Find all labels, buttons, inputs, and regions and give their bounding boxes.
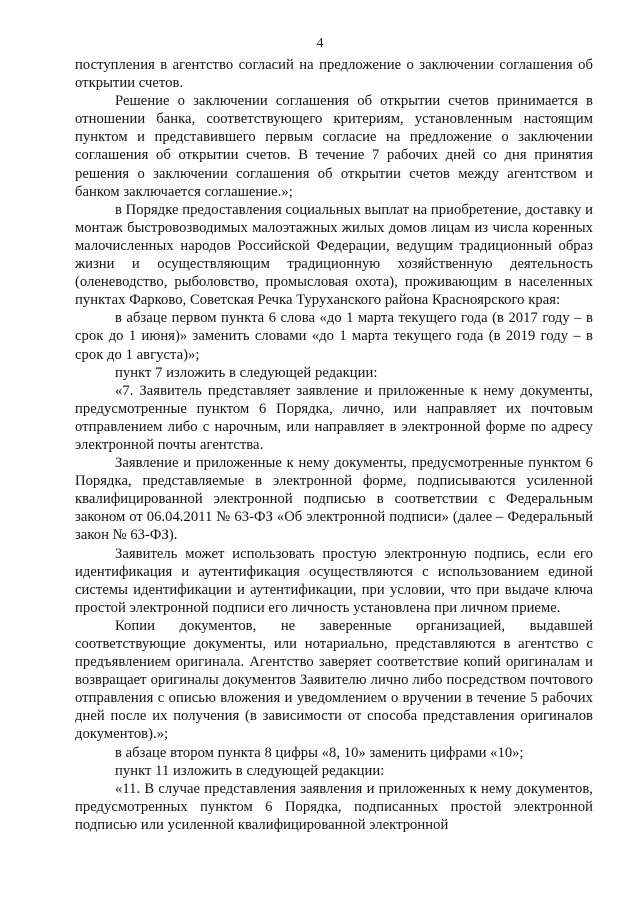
page-number: 4	[316, 36, 324, 51]
paragraph-6: «7. Заявитель представляет заявление и приложенные к нему документы, предусмотренные пунктом 6 Порядка, лично, или направляет их почтовым отправлением либо с нарочным, или направляет в электронной форме по адресу электронной почты агентства.	[75, 382, 593, 453]
paragraph-11: пункт 11 изложить в следующей редакции:	[115, 762, 385, 779]
paragraph-2: Решение о заключении соглашения об открытии счетов принимается в отношении банка, соответствующего критериям, установленным настоящим пунктом и представившего первым согласие на предложение о заключении соглашения об открытии счетов. В течение 7 рабочих дней со дня принятия решения о заключении соглашения об открытии счетов между агентством и банком заключается соглашение.»;	[75, 93, 593, 200]
document-body	[75, 56, 593, 834]
paragraph-5: пункт 7 изложить в следующей редакции:	[115, 364, 378, 381]
paragraph-8: Заявитель может использовать простую электронную подпись, если его идентификация и аутентификация осуществляются с использованием единой системы идентификации и аутентификации, при условии, что при выдаче ключа простой электронной подписи его личность установлена при личном приеме.	[75, 545, 593, 616]
paragraph-9: Копии документов, не заверенные организацией, выдавшей соответствующие документы, или нотариально, представляются в агентство с предъявлением оригинала. Агентство заверяет соответствие копий оригиналам и возвращает оригиналы документов Заявителю лично либо посредством почтового отправления с описью вложения и уведомлением о вручении в течение 5 рабочих дней после их получения (в зависимости от способа представления оригиналов документов).»;	[75, 617, 593, 743]
paragraph-4: в абзаце первом пункта 6 слова «до 1 марта текущего года (в 2017 году – в срок до 1 июня)» заменить словами «до 1 марта текущего года (в 2019 году – в срок до 1 августа)»;	[75, 310, 593, 363]
paragraph-7: Заявление и приложенные к нему документы, предусмотренные пунктом 6 Порядка, представляемые в электронной форме, подписываются усиленной квалифицированной электронной подписью в соответствии с Федеральным законом от 06.04.2011 № 63-ФЗ «Об электронной подписи» (далее – Федеральный закон № 63-ФЗ).	[75, 455, 593, 544]
paragraph-10: в абзаце втором пункта 8 цифры «8, 10» заменить цифрами «10»;	[115, 744, 524, 761]
paragraph-3: в Порядке предоставления социальных выплат на приобретение, доставку и монтаж быстровозводимых малоэтажных жилых домов лицам из числа коренных малочисленных народов Российской Федерации, ведущим традиционный образ жизни и осуществляющим традиционную хозяйственную деятельность (оленеводство, рыболовство, промысловая охота), проживающим в населенных пунктах Фарково, Советская Речка Туруханского района Красноярского края:	[75, 201, 593, 309]
paragraph-1: поступления в агентство согласий на предложение о заключении соглашения об открытии счетов.	[75, 57, 593, 92]
paragraph-12: «11. В случае представления заявления и приложенных к нему документов, предусмотренных пунктом 6 Порядка, подписанных простой электронной подписью или усиленной квалифицированной электронной	[75, 780, 593, 833]
